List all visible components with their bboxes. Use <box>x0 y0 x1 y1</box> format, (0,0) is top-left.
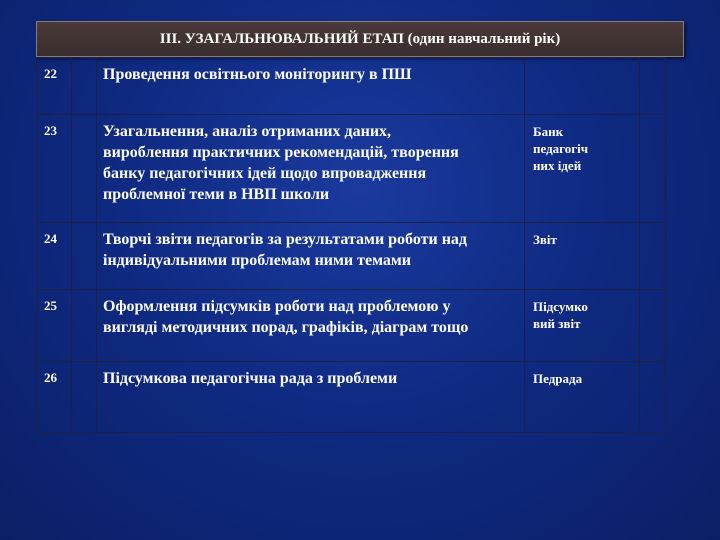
row-number: 23 <box>44 123 57 138</box>
row-number-cell <box>37 223 72 290</box>
row-number-cell <box>37 362 72 433</box>
result-cell <box>525 115 640 223</box>
row-description: Творчі звіти педагогів за результатами роботи над індивідуальними проблемам ними темами <box>103 231 468 269</box>
extra-cell <box>640 115 666 223</box>
row-description: Узагальнення, аналіз отриманих даних, вироблення практичних рекомендацій, творення банку педагогічних ідей щодо впровадження проблемної теми в НВП школи <box>103 123 459 203</box>
description-cell <box>97 58 525 115</box>
plan-table <box>36 57 666 433</box>
result-cell <box>525 362 640 433</box>
extra-cell <box>640 223 666 290</box>
row-result: Педрада <box>533 371 583 386</box>
row-number-cell <box>37 290 72 362</box>
row-description: Проведення освітнього моніторингу в ПШ <box>103 66 412 83</box>
row-result: Звіт <box>533 232 557 247</box>
description-cell <box>97 223 525 290</box>
blank-cell <box>72 290 97 362</box>
table-row <box>37 58 666 115</box>
row-number-cell <box>37 115 72 223</box>
stage-header <box>36 21 684 57</box>
extra-cell <box>640 290 666 362</box>
blank-cell <box>72 58 97 115</box>
row-number: 24 <box>44 231 57 246</box>
description-cell <box>97 362 525 433</box>
row-number: 26 <box>44 370 57 385</box>
extra-cell <box>640 58 666 115</box>
row-description: Підсумкова педагогічна рада з проблеми <box>103 370 398 387</box>
row-result: Підсумко вий звіт <box>533 299 588 331</box>
blank-cell <box>72 223 97 290</box>
description-cell <box>97 115 525 223</box>
result-cell <box>525 290 640 362</box>
row-number-cell <box>37 58 72 115</box>
result-cell <box>525 223 640 290</box>
row-result <box>525 58 639 66</box>
row-number: 22 <box>44 66 57 81</box>
table-row <box>37 362 666 433</box>
row-description: Оформлення підсумків роботи над проблемою у вигляді методичних порад, графіків, діаграм тощо <box>103 298 469 336</box>
table-row <box>37 223 666 290</box>
stage-title: ІІІ. УЗАГАЛЬНЮВАЛЬНИЙ ЕТАП (один навчальний рік) <box>159 30 561 47</box>
extra-cell <box>640 362 666 433</box>
blank-cell <box>72 115 97 223</box>
table-row <box>37 115 666 223</box>
blank-cell <box>72 362 97 433</box>
row-result: Банк педагогіч них ідей <box>533 124 589 173</box>
row-number: 25 <box>44 298 57 313</box>
result-cell <box>525 58 640 115</box>
description-cell <box>97 290 525 362</box>
table-row <box>37 290 666 362</box>
